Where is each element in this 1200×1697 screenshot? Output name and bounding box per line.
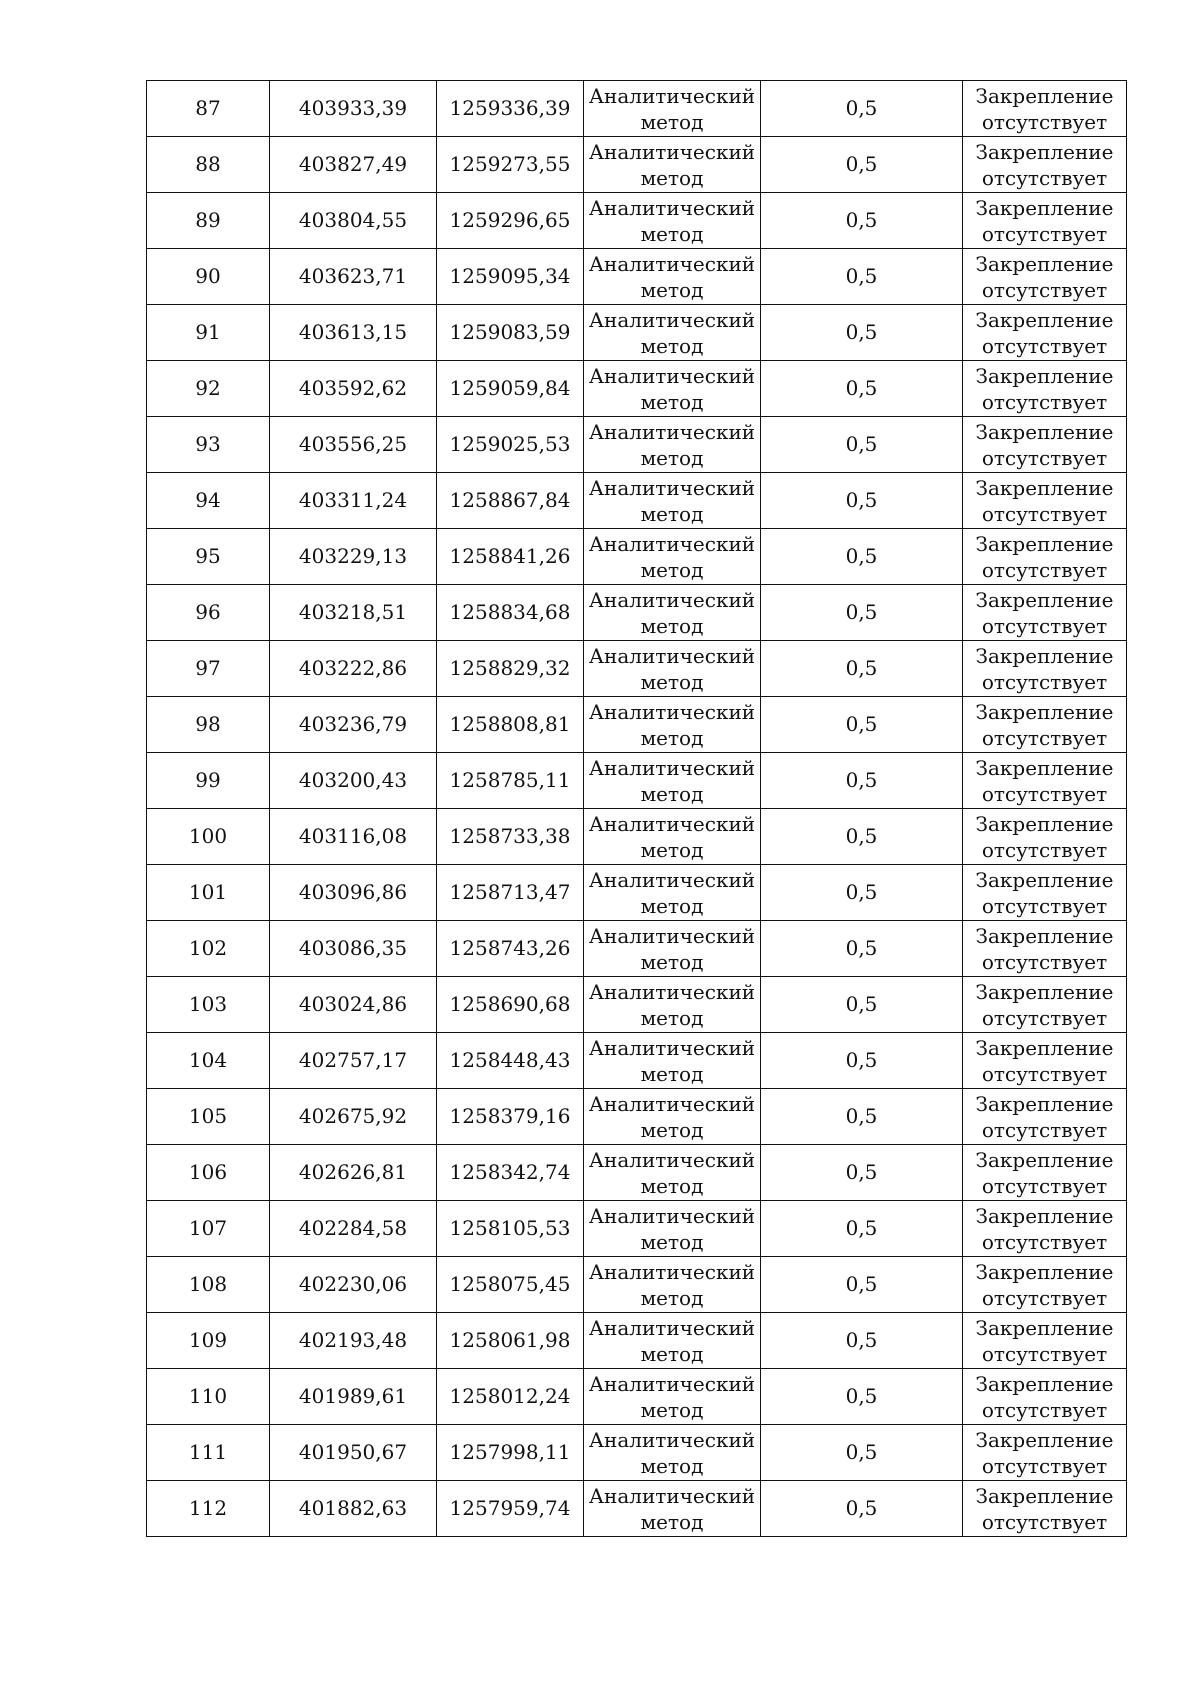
method-cell	[584, 977, 761, 1033]
point-number-cell: 101	[147, 865, 270, 921]
method-cell-line-2: метод	[640, 1061, 704, 1086]
method-cell-line-1: Аналитический	[588, 531, 756, 556]
fixing-cell	[963, 1089, 1127, 1145]
y-coordinate-cell: 1259059,84	[437, 361, 584, 417]
x-coordinate-cell: 403804,55	[270, 193, 437, 249]
method-cell	[584, 1089, 761, 1145]
table-row	[147, 697, 1127, 753]
method-cell-line-1: Аналитический	[588, 587, 756, 612]
y-coordinate-cell: 1258743,26	[437, 921, 584, 977]
fixing-cell-line-2: отсутствует	[981, 1061, 1108, 1086]
method-cell-line-2: метод	[640, 277, 704, 302]
method-cell	[584, 865, 761, 921]
x-coordinate-cell: 401989,61	[270, 1369, 437, 1425]
fixing-cell	[963, 1145, 1127, 1201]
method-cell-line-1: Аналитический	[588, 923, 756, 948]
fixing-cell-line-1: Закрепление	[975, 251, 1114, 276]
x-coordinate-cell: 403218,51	[270, 585, 437, 641]
table-row	[147, 865, 1127, 921]
fixing-cell-line-2: отсутствует	[981, 837, 1108, 862]
point-number-cell: 89	[147, 193, 270, 249]
fixing-cell-line-2: отсутствует	[981, 669, 1108, 694]
method-cell-line-1: Аналитический	[588, 419, 756, 444]
y-coordinate-cell: 1259095,34	[437, 249, 584, 305]
fixing-cell-line-2: отсутствует	[981, 1117, 1108, 1142]
method-cell	[584, 753, 761, 809]
method-cell-line-2: метод	[640, 165, 704, 190]
method-cell	[584, 585, 761, 641]
accuracy-cell: 0,5	[761, 1425, 963, 1481]
accuracy-cell: 0,5	[761, 1369, 963, 1425]
method-cell	[584, 417, 761, 473]
y-coordinate-cell: 1258841,26	[437, 529, 584, 585]
fixing-cell	[963, 193, 1127, 249]
accuracy-cell: 0,5	[761, 1201, 963, 1257]
accuracy-cell: 0,5	[761, 753, 963, 809]
method-cell	[584, 1257, 761, 1313]
table-row	[147, 417, 1127, 473]
method-cell-line-2: метод	[640, 837, 704, 862]
table-row	[147, 1425, 1127, 1481]
accuracy-cell: 0,5	[761, 473, 963, 529]
point-number-cell: 100	[147, 809, 270, 865]
y-coordinate-cell: 1259273,55	[437, 137, 584, 193]
method-cell	[584, 1481, 761, 1537]
fixing-cell-line-2: отсутствует	[981, 109, 1108, 134]
table-row	[147, 585, 1127, 641]
method-cell	[584, 1201, 761, 1257]
y-coordinate-cell: 1259025,53	[437, 417, 584, 473]
fixing-cell-line-1: Закрепление	[975, 1483, 1114, 1508]
y-coordinate-cell: 1258733,38	[437, 809, 584, 865]
method-cell	[584, 809, 761, 865]
point-number-cell: 90	[147, 249, 270, 305]
fixing-cell	[963, 1313, 1127, 1369]
y-coordinate-cell: 1259336,39	[437, 81, 584, 137]
accuracy-cell: 0,5	[761, 81, 963, 137]
method-cell	[584, 529, 761, 585]
method-cell-line-1: Аналитический	[588, 1091, 756, 1116]
method-cell	[584, 697, 761, 753]
accuracy-cell: 0,5	[761, 361, 963, 417]
fixing-cell-line-2: отсутствует	[981, 501, 1108, 526]
x-coordinate-cell: 402284,58	[270, 1201, 437, 1257]
fixing-cell-line-1: Закрепление	[975, 363, 1114, 388]
fixing-cell	[963, 1033, 1127, 1089]
fixing-cell-line-1: Закрепление	[975, 699, 1114, 724]
accuracy-cell: 0,5	[761, 585, 963, 641]
fixing-cell-line-1: Закрепление	[975, 755, 1114, 780]
table-row	[147, 1033, 1127, 1089]
method-cell	[584, 305, 761, 361]
method-cell-line-1: Аналитический	[588, 83, 756, 108]
table-row	[147, 1369, 1127, 1425]
fixing-cell-line-2: отсутствует	[981, 389, 1108, 414]
point-number-cell: 98	[147, 697, 270, 753]
fixing-cell	[963, 1369, 1127, 1425]
point-number-cell: 108	[147, 1257, 270, 1313]
table-row	[147, 921, 1127, 977]
fixing-cell-line-1: Закрепление	[975, 1315, 1114, 1340]
fixing-cell	[963, 921, 1127, 977]
method-cell-line-2: метод	[640, 1173, 704, 1198]
method-cell-line-2: метод	[640, 1453, 704, 1478]
y-coordinate-cell: 1258834,68	[437, 585, 584, 641]
method-cell-line-2: метод	[640, 445, 704, 470]
fixing-cell	[963, 473, 1127, 529]
accuracy-cell: 0,5	[761, 193, 963, 249]
point-number-cell: 91	[147, 305, 270, 361]
method-cell	[584, 1033, 761, 1089]
fixing-cell	[963, 137, 1127, 193]
fixing-cell-line-1: Закрепление	[975, 1091, 1114, 1116]
accuracy-cell: 0,5	[761, 1145, 963, 1201]
fixing-cell-line-1: Закрепление	[975, 643, 1114, 668]
method-cell-line-1: Аналитический	[588, 1147, 756, 1172]
method-cell-line-1: Аналитический	[588, 699, 756, 724]
y-coordinate-cell: 1257959,74	[437, 1481, 584, 1537]
table-row	[147, 641, 1127, 697]
fixing-cell	[963, 249, 1127, 305]
method-cell-line-2: метод	[640, 557, 704, 582]
fixing-cell	[963, 1481, 1127, 1537]
y-coordinate-cell: 1258808,81	[437, 697, 584, 753]
y-coordinate-cell: 1258379,16	[437, 1089, 584, 1145]
fixing-cell-line-2: отсутствует	[981, 221, 1108, 246]
y-coordinate-cell: 1258713,47	[437, 865, 584, 921]
fixing-cell	[963, 641, 1127, 697]
method-cell-line-2: метод	[640, 613, 704, 638]
x-coordinate-cell: 403933,39	[270, 81, 437, 137]
fixing-cell-line-2: отсутствует	[981, 1285, 1108, 1310]
accuracy-cell: 0,5	[761, 1257, 963, 1313]
x-coordinate-cell: 403623,71	[270, 249, 437, 305]
x-coordinate-cell: 403827,49	[270, 137, 437, 193]
point-number-cell: 111	[147, 1425, 270, 1481]
fixing-cell-line-1: Закрепление	[975, 195, 1114, 220]
x-coordinate-cell: 403200,43	[270, 753, 437, 809]
method-cell-line-1: Аналитический	[588, 643, 756, 668]
point-number-cell: 94	[147, 473, 270, 529]
point-number-cell: 96	[147, 585, 270, 641]
point-number-cell: 109	[147, 1313, 270, 1369]
table-row	[147, 809, 1127, 865]
method-cell-line-1: Аналитический	[588, 1427, 756, 1452]
method-cell-line-2: метод	[640, 1117, 704, 1142]
point-number-cell: 106	[147, 1145, 270, 1201]
fixing-cell	[963, 305, 1127, 361]
x-coordinate-cell: 403592,62	[270, 361, 437, 417]
fixing-cell-line-2: отсутствует	[981, 1509, 1108, 1534]
x-coordinate-cell: 403222,86	[270, 641, 437, 697]
x-coordinate-cell: 402675,92	[270, 1089, 437, 1145]
table-row	[147, 305, 1127, 361]
fixing-cell-line-2: отсутствует	[981, 557, 1108, 582]
x-coordinate-cell: 403086,35	[270, 921, 437, 977]
fixing-cell-line-1: Закрепление	[975, 1427, 1114, 1452]
method-cell-line-2: метод	[640, 1005, 704, 1030]
fixing-cell-line-1: Закрепление	[975, 811, 1114, 836]
fixing-cell	[963, 697, 1127, 753]
method-cell-line-1: Аналитический	[588, 755, 756, 780]
fixing-cell-line-2: отсутствует	[981, 893, 1108, 918]
fixing-cell-line-2: отсутствует	[981, 1341, 1108, 1366]
table-row	[147, 249, 1127, 305]
accuracy-cell: 0,5	[761, 305, 963, 361]
point-number-cell: 99	[147, 753, 270, 809]
coordinates-table-body	[147, 81, 1127, 1537]
point-number-cell: 102	[147, 921, 270, 977]
point-number-cell: 105	[147, 1089, 270, 1145]
method-cell-line-2: метод	[640, 501, 704, 526]
fixing-cell-line-2: отсутствует	[981, 1173, 1108, 1198]
accuracy-cell: 0,5	[761, 249, 963, 305]
method-cell-line-1: Аналитический	[588, 363, 756, 388]
y-coordinate-cell: 1258075,45	[437, 1257, 584, 1313]
method-cell-line-1: Аналитический	[588, 1035, 756, 1060]
method-cell-line-1: Аналитический	[588, 475, 756, 500]
fixing-cell-line-2: отсутствует	[981, 781, 1108, 806]
y-coordinate-cell: 1258061,98	[437, 1313, 584, 1369]
method-cell	[584, 137, 761, 193]
x-coordinate-cell: 403236,79	[270, 697, 437, 753]
fixing-cell-line-1: Закрепление	[975, 1035, 1114, 1060]
table-row	[147, 361, 1127, 417]
fixing-cell-line-1: Закрепление	[975, 923, 1114, 948]
method-cell-line-2: метод	[640, 1397, 704, 1422]
method-cell	[584, 1145, 761, 1201]
accuracy-cell: 0,5	[761, 529, 963, 585]
accuracy-cell: 0,5	[761, 697, 963, 753]
fixing-cell	[963, 361, 1127, 417]
fixing-cell-line-2: отсутствует	[981, 165, 1108, 190]
method-cell	[584, 641, 761, 697]
fixing-cell-line-1: Закрепление	[975, 139, 1114, 164]
table-row	[147, 529, 1127, 585]
y-coordinate-cell: 1258785,11	[437, 753, 584, 809]
x-coordinate-cell: 403229,13	[270, 529, 437, 585]
accuracy-cell: 0,5	[761, 641, 963, 697]
point-number-cell: 88	[147, 137, 270, 193]
table-row	[147, 1089, 1127, 1145]
fixing-cell-line-2: отсутствует	[981, 277, 1108, 302]
point-number-cell: 92	[147, 361, 270, 417]
x-coordinate-cell: 403096,86	[270, 865, 437, 921]
fixing-cell-line-2: отсутствует	[981, 1005, 1108, 1030]
fixing-cell-line-2: отсутствует	[981, 725, 1108, 750]
table-row	[147, 1481, 1127, 1537]
fixing-cell	[963, 753, 1127, 809]
table-row	[147, 81, 1127, 137]
x-coordinate-cell: 401882,63	[270, 1481, 437, 1537]
method-cell-line-2: метод	[640, 781, 704, 806]
fixing-cell-line-1: Закрепление	[975, 83, 1114, 108]
method-cell	[584, 921, 761, 977]
fixing-cell	[963, 585, 1127, 641]
fixing-cell-line-1: Закрепление	[975, 587, 1114, 612]
method-cell-line-1: Аналитический	[588, 1259, 756, 1284]
fixing-cell-line-2: отсутствует	[981, 613, 1108, 638]
point-number-cell: 97	[147, 641, 270, 697]
fixing-cell-line-2: отсутствует	[981, 1453, 1108, 1478]
x-coordinate-cell: 402193,48	[270, 1313, 437, 1369]
table-row	[147, 1313, 1127, 1369]
accuracy-cell: 0,5	[761, 417, 963, 473]
y-coordinate-cell: 1259083,59	[437, 305, 584, 361]
method-cell-line-2: метод	[640, 333, 704, 358]
method-cell-line-2: метод	[640, 1229, 704, 1254]
table-row	[147, 137, 1127, 193]
point-number-cell: 93	[147, 417, 270, 473]
coordinates-table	[146, 80, 1127, 1537]
method-cell	[584, 193, 761, 249]
fixing-cell-line-1: Закрепление	[975, 1147, 1114, 1172]
table-row	[147, 193, 1127, 249]
fixing-cell	[963, 1201, 1127, 1257]
y-coordinate-cell: 1257998,11	[437, 1425, 584, 1481]
y-coordinate-cell: 1259296,65	[437, 193, 584, 249]
method-cell-line-1: Аналитический	[588, 1315, 756, 1340]
accuracy-cell: 0,5	[761, 977, 963, 1033]
method-cell-line-2: метод	[640, 1285, 704, 1310]
point-number-cell: 103	[147, 977, 270, 1033]
y-coordinate-cell: 1258012,24	[437, 1369, 584, 1425]
method-cell-line-2: метод	[640, 389, 704, 414]
method-cell	[584, 473, 761, 529]
accuracy-cell: 0,5	[761, 809, 963, 865]
method-cell-line-1: Аналитический	[588, 251, 756, 276]
fixing-cell-line-2: отсутствует	[981, 949, 1108, 974]
fixing-cell	[963, 865, 1127, 921]
fixing-cell-line-1: Закрепление	[975, 1203, 1114, 1228]
fixing-cell	[963, 977, 1127, 1033]
table-row	[147, 1257, 1127, 1313]
fixing-cell-line-1: Закрепление	[975, 867, 1114, 892]
method-cell	[584, 361, 761, 417]
fixing-cell-line-1: Закрепление	[975, 475, 1114, 500]
table-row	[147, 1145, 1127, 1201]
fixing-cell-line-1: Закрепление	[975, 1259, 1114, 1284]
method-cell-line-1: Аналитический	[588, 139, 756, 164]
y-coordinate-cell: 1258867,84	[437, 473, 584, 529]
x-coordinate-cell: 402626,81	[270, 1145, 437, 1201]
point-number-cell: 104	[147, 1033, 270, 1089]
fixing-cell-line-1: Закрепление	[975, 1371, 1114, 1396]
method-cell	[584, 1425, 761, 1481]
method-cell	[584, 249, 761, 305]
point-number-cell: 87	[147, 81, 270, 137]
table-row	[147, 1201, 1127, 1257]
method-cell-line-2: метод	[640, 949, 704, 974]
x-coordinate-cell: 401950,67	[270, 1425, 437, 1481]
y-coordinate-cell: 1258448,43	[437, 1033, 584, 1089]
accuracy-cell: 0,5	[761, 1481, 963, 1537]
x-coordinate-cell: 403311,24	[270, 473, 437, 529]
point-number-cell: 95	[147, 529, 270, 585]
x-coordinate-cell: 403116,08	[270, 809, 437, 865]
x-coordinate-cell: 402757,17	[270, 1033, 437, 1089]
point-number-cell: 112	[147, 1481, 270, 1537]
x-coordinate-cell: 403024,86	[270, 977, 437, 1033]
x-coordinate-cell: 403556,25	[270, 417, 437, 473]
method-cell-line-1: Аналитический	[588, 1203, 756, 1228]
x-coordinate-cell: 402230,06	[270, 1257, 437, 1313]
method-cell	[584, 81, 761, 137]
accuracy-cell: 0,5	[761, 865, 963, 921]
fixing-cell-line-2: отсутствует	[981, 333, 1108, 358]
table-row	[147, 753, 1127, 809]
fixing-cell-line-2: отсутствует	[981, 1229, 1108, 1254]
method-cell-line-1: Аналитический	[588, 867, 756, 892]
method-cell-line-2: метод	[640, 1341, 704, 1366]
y-coordinate-cell: 1258342,74	[437, 1145, 584, 1201]
fixing-cell	[963, 809, 1127, 865]
accuracy-cell: 0,5	[761, 1033, 963, 1089]
method-cell-line-1: Аналитический	[588, 811, 756, 836]
method-cell-line-1: Аналитический	[588, 1371, 756, 1396]
y-coordinate-cell: 1258105,53	[437, 1201, 584, 1257]
table-row	[147, 977, 1127, 1033]
fixing-cell	[963, 1257, 1127, 1313]
y-coordinate-cell: 1258690,68	[437, 977, 584, 1033]
method-cell-line-1: Аналитический	[588, 979, 756, 1004]
method-cell-line-1: Аналитический	[588, 307, 756, 332]
method-cell-line-2: метод	[640, 669, 704, 694]
fixing-cell	[963, 81, 1127, 137]
fixing-cell-line-1: Закрепление	[975, 979, 1114, 1004]
method-cell-line-1: Аналитический	[588, 1483, 756, 1508]
fixing-cell-line-2: отсутствует	[981, 445, 1108, 470]
method-cell-line-2: метод	[640, 109, 704, 134]
fixing-cell-line-2: отсутствует	[981, 1397, 1108, 1422]
accuracy-cell: 0,5	[761, 1089, 963, 1145]
method-cell-line-2: метод	[640, 221, 704, 246]
accuracy-cell: 0,5	[761, 1313, 963, 1369]
method-cell-line-1: Аналитический	[588, 195, 756, 220]
accuracy-cell: 0,5	[761, 137, 963, 193]
y-coordinate-cell: 1258829,32	[437, 641, 584, 697]
method-cell-line-2: метод	[640, 1509, 704, 1534]
table-row	[147, 473, 1127, 529]
fixing-cell-line-1: Закрепление	[975, 307, 1114, 332]
fixing-cell-line-1: Закрепление	[975, 419, 1114, 444]
x-coordinate-cell: 403613,15	[270, 305, 437, 361]
method-cell	[584, 1369, 761, 1425]
fixing-cell-line-1: Закрепление	[975, 531, 1114, 556]
method-cell-line-2: метод	[640, 893, 704, 918]
point-number-cell: 110	[147, 1369, 270, 1425]
fixing-cell	[963, 529, 1127, 585]
method-cell-line-2: метод	[640, 725, 704, 750]
accuracy-cell: 0,5	[761, 921, 963, 977]
fixing-cell	[963, 1425, 1127, 1481]
point-number-cell: 107	[147, 1201, 270, 1257]
fixing-cell	[963, 417, 1127, 473]
method-cell	[584, 1313, 761, 1369]
